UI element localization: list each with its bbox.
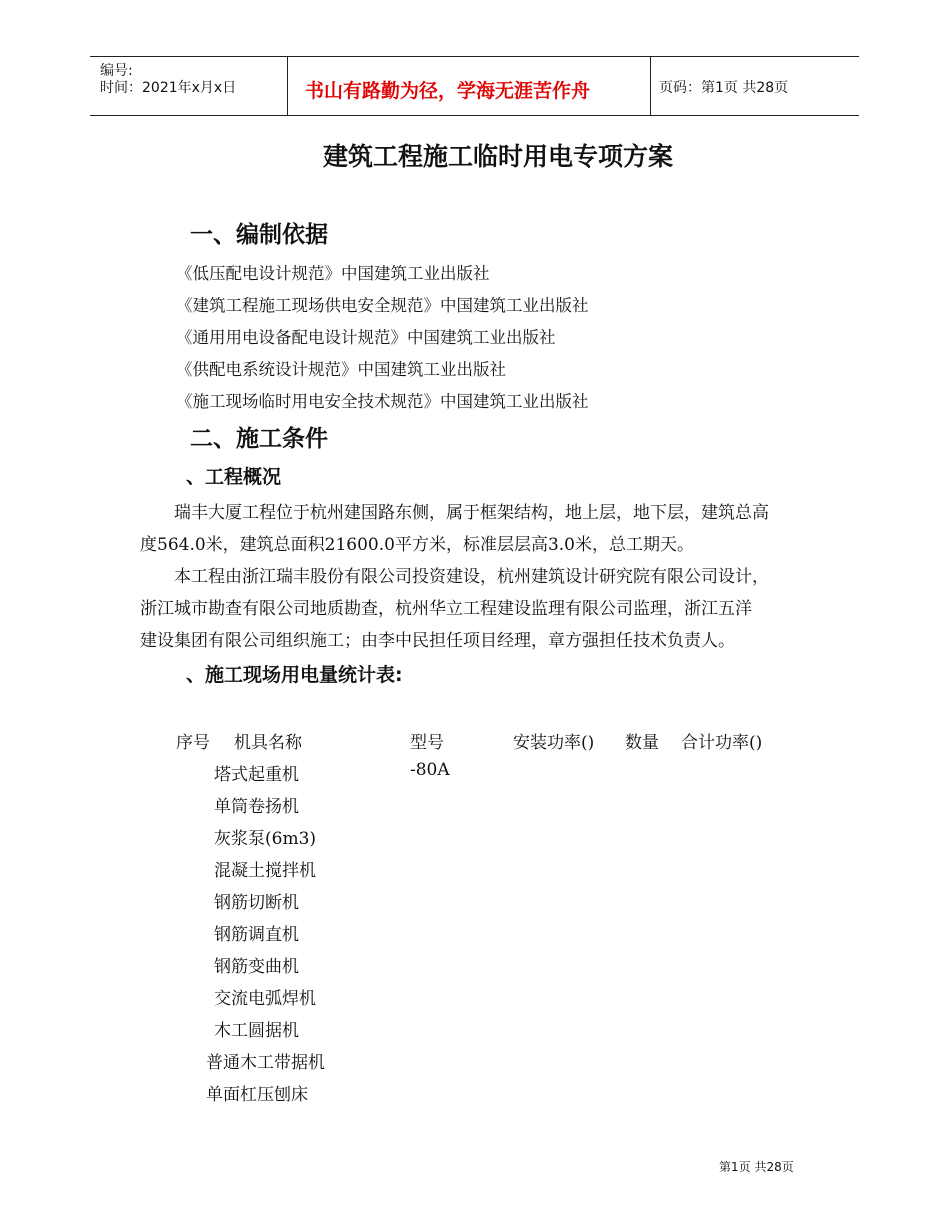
equipment-name: 混凝土搅拌机 [214, 861, 316, 881]
col-header-qty: 数量 [625, 733, 659, 753]
section-heading-basis: 一、编制依据 [190, 222, 328, 248]
overview-paragraph-line: 瑞丰大厦工程位于杭州建国路东侧，属于框架结构，地上层，地下层，建筑总高 [174, 503, 769, 523]
subsection-heading-overview: 、工程概况 [186, 466, 282, 488]
subsection-heading-power-stats: 、施工现场用电量统计表: [186, 664, 403, 686]
equipment-name: 塔式起重机 [214, 765, 299, 785]
overview-paragraph-line: 浙江城市勘查有限公司地质勘查，杭州华立工程建设监理有限公司监理，浙江五洋 [140, 599, 752, 619]
overview-paragraph-line: 建设集团有限公司组织施工；由李中民担任项目经理，章方强担任技术负责人。 [140, 631, 735, 651]
section-heading-conditions: 二、施工条件 [190, 426, 328, 452]
col-header-power: 安装功率() [513, 733, 595, 753]
header-time-label: 时间：2021年x月x日 [100, 80, 237, 96]
equipment-name: 木工圆据机 [214, 1021, 299, 1041]
equipment-name: 钢筋切断机 [214, 893, 299, 913]
header-page-info: 页码：第1页 共28页 [659, 80, 789, 96]
equipment-name: 钢筋调直机 [214, 925, 299, 945]
reference-item: 《供配电系统设计规范》中国建筑工业出版社 [176, 360, 506, 379]
reference-item: 《通用用电设备配电设计规范》中国建筑工业出版社 [176, 328, 556, 347]
reference-item: 《施工现场临时用电安全技术规范》中国建筑工业出版社 [176, 392, 589, 411]
equipment-name: 灰浆泵(6m3) [214, 829, 317, 849]
header-motto: 书山有路勤为径，学海无涯苦作舟 [305, 80, 591, 102]
col-header-total: 合计功率() [681, 733, 763, 753]
header-divider-left [287, 57, 288, 115]
reference-item: 《低压配电设计规范》中国建筑工业出版社 [176, 264, 490, 283]
overview-paragraph-line: 本工程由浙江瑞丰股份有限公司投资建设，杭州建筑设计研究院有限公司设计， [174, 567, 769, 587]
col-header-no: 序号 [176, 733, 210, 753]
header-code-label: 编号: [100, 63, 133, 79]
overview-paragraph-line: 度564.0米，建筑总面积21600.0平方米，标准层层高3.0米，总工期天。 [140, 535, 695, 555]
equipment-name: 钢筋变曲机 [214, 957, 299, 977]
col-header-model: 型号 [410, 733, 444, 753]
header-divider-right [650, 57, 651, 115]
equipment-name: 单面杠压刨床 [206, 1085, 308, 1105]
equipment-name: 交流电弧焊机 [214, 989, 316, 1009]
equipment-name: 普通木工带据机 [206, 1053, 325, 1073]
document-title: 建筑工程施工临时用电专项方案 [323, 142, 674, 171]
reference-item: 《建筑工程施工现场供电安全规范》中国建筑工业出版社 [176, 296, 589, 315]
header-bottom-rule [90, 115, 859, 116]
footer-page-info: 第1页 共28页 [719, 1160, 794, 1174]
header-top-rule [90, 56, 859, 57]
col-header-name: 机具名称 [234, 733, 302, 753]
equipment-model: -80A [410, 760, 450, 780]
equipment-name: 单筒卷扬机 [214, 797, 299, 817]
